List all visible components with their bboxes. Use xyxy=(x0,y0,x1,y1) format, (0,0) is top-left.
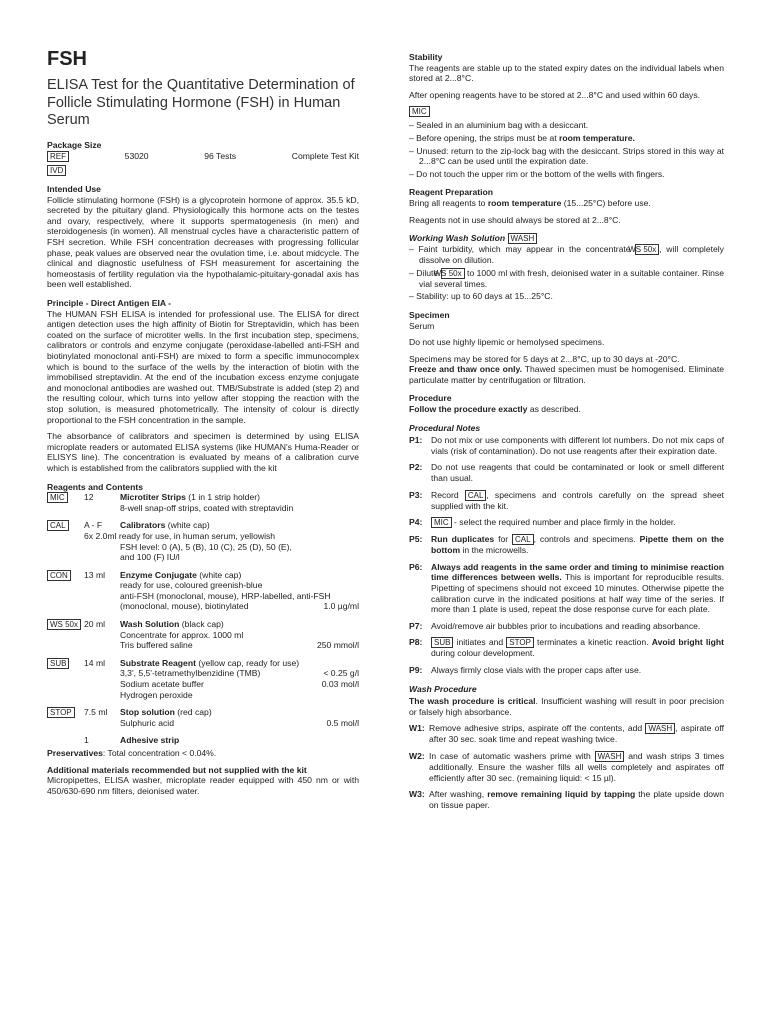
note-text: Always firmly close vials with the proper caps after use. xyxy=(431,664,642,675)
reagent-name: Wash Solution xyxy=(120,619,180,630)
left-column xyxy=(47,48,359,802)
text-bold: Follow the procedure exactly xyxy=(409,404,528,415)
ws-symbol: WS 50x xyxy=(47,619,81,630)
text-run: terminates a kinetic reaction. xyxy=(533,637,652,648)
note-key: P1: xyxy=(409,435,423,446)
note-p3 xyxy=(409,490,724,512)
reagent-sub xyxy=(47,658,359,700)
list-item xyxy=(409,268,724,290)
procedure-heading: Procedure xyxy=(409,393,452,404)
principle-text-1: The HUMAN FSH ELISA is intended for professional use. The ELISA for direct antigen detection uses the high affinity of Biotin for Streptavidin, which has been coated on the surface of microtiter wells. In the first incubation step, specimens, calibrators or controls and enzyme conjugate (peroxidase-labelled anti-FSH and biotinylated monoclonal anti-FSH) are mixed to form a specific immunocomplex which is bound to the surface of the wells by the interaction of biotin with the immobilised streptavidin. At the end of the incubation excess enzyme conjugate and monoclonal antibodies are washed out. TMB/Substrate is added (step 2) and the resulting colour, which turns into yellow after stopping the reaction with the stop solution, is measured photometrically. The intensity of colour is directly proportional to the FSH concentration in the sample. xyxy=(47,308,359,425)
stability-heading: Stability xyxy=(409,52,443,62)
note-text: Avoid/remove air bubbles prior to incubations and reading absorbance. xyxy=(431,620,701,631)
note-text: Do not use reagents that could be contaminated or look or smell different than usual. xyxy=(431,462,724,484)
wash-symbol: WASH xyxy=(595,751,625,762)
wash-w2 xyxy=(409,751,724,783)
ref-number: 53020 xyxy=(124,151,149,162)
working-wash-list xyxy=(409,244,724,302)
principle-text-2: The absorbance of calibrators and specimen is determined by using ELISA microplate readers or automated ELISA systems (like HUMAN's Huma-Reader or ELISYS line). The concentration is evaluated by means of a calibration curve which is established from the calibrators supplied with the kit xyxy=(47,431,359,473)
reagent-prep-text-2: Reagents not in use should always be stored at 2...8°C. xyxy=(409,214,621,225)
note-p8 xyxy=(409,637,724,659)
note-p1 xyxy=(409,435,724,456)
text-run: , aspirate off after 30 sec. soak time and repeat washing twice. xyxy=(429,723,724,745)
text-bold: room temperature xyxy=(487,197,562,208)
intended-use-heading: Intended Use xyxy=(47,184,101,195)
reagent-prep-heading: Reagent Preparation xyxy=(409,187,494,198)
ref-symbol: REF xyxy=(47,151,69,162)
reagent-name: Stop solution xyxy=(120,707,175,718)
reagent-strip xyxy=(47,735,359,746)
page-title: FSH xyxy=(47,48,87,70)
text-run: as described. xyxy=(527,404,581,415)
additional-heading: Additional materials recommended but not supplied with the kit xyxy=(47,764,307,775)
reagent-detail: Sodium acetate buffer xyxy=(120,679,204,690)
procedure-text xyxy=(409,404,724,415)
package-row xyxy=(47,151,359,162)
reagent-note: (1 in 1 strip holder) xyxy=(188,492,260,503)
reagent-qty: 1 xyxy=(84,735,89,746)
wash-procedure-heading: Wash Procedure xyxy=(409,683,477,694)
text-run: (15...25°C) before use. xyxy=(561,197,651,208)
stability-list xyxy=(409,120,724,179)
sub-symbol: SUB xyxy=(47,658,69,669)
mic-symbol: MIC xyxy=(431,517,452,528)
cal-symbol: CAL xyxy=(465,490,487,501)
text-run: , will completely dissolve on dilution. xyxy=(419,244,724,266)
reagent-detail: 8-well snap-off strips, coated with streptavidin xyxy=(120,502,294,513)
text-run: for xyxy=(494,534,513,545)
wash-key: W2: xyxy=(409,750,425,761)
list-item-text: – Before opening, the strips must be at xyxy=(409,132,560,143)
mic-symbol: MIC xyxy=(47,492,68,503)
text-run: , specimens and controls carefully on the spread sheet supplied with the kit. xyxy=(431,489,724,511)
right-column xyxy=(409,52,724,816)
reagent-detail: Concentrate for approx. 1000 ml xyxy=(120,629,244,640)
package-size-heading: Package Size xyxy=(47,139,102,150)
reagent-name: Adhesive strip xyxy=(120,735,180,746)
con-symbol: CON xyxy=(47,570,71,581)
reagent-qty: A - F xyxy=(84,520,103,531)
text-run: – Faint turbidity, which may appear in the concentrate xyxy=(409,244,636,255)
text-bold: Freeze and thaw once only. xyxy=(409,364,523,375)
reagent-detail: (monoclonal, mouse), biotinylated xyxy=(120,601,249,612)
reagent-cal xyxy=(47,520,359,562)
wash-key: W3: xyxy=(409,789,425,800)
stability-text-2: After opening reagents have to be stored at 2...8°C and used within 60 days. xyxy=(409,89,701,100)
note-p9 xyxy=(409,665,724,676)
specimen-text-1: Do not use highly lipemic or hemolysed specimens. xyxy=(409,337,605,348)
list-item: – Stability: up to 60 days at 15...25°C. xyxy=(409,291,553,302)
specimen-heading: Specimen xyxy=(409,309,450,320)
working-wash-heading: Working Wash Solution xyxy=(409,233,506,244)
reagent-con xyxy=(47,570,359,612)
reagent-value: 0.03 mol/l xyxy=(321,679,359,690)
list-item: – Unused: return to the zip-lock bag with the desiccant. Strips stored in this way at 2...8°C can be used until the expiration date. xyxy=(409,145,724,167)
reagent-ws xyxy=(47,619,359,651)
list-item-bold: room temperature. xyxy=(559,132,635,143)
note-p7 xyxy=(409,621,724,632)
text-run: – Dilute xyxy=(409,267,441,278)
reagent-note: (red cap) xyxy=(177,707,212,718)
text-run: the plate upside down on tissue paper. xyxy=(429,789,724,810)
reagent-name: Microtiter Strips xyxy=(120,492,186,503)
ws-symbol: WS 50x xyxy=(635,244,659,255)
stop-symbol: STOP xyxy=(47,707,75,718)
text-run: to 1000 ml with fresh, deionised water in a suitable container. Rinse vial several times. xyxy=(419,267,724,289)
reagent-value: 0.5 mol/l xyxy=(326,717,359,728)
reagent-stop xyxy=(47,707,359,728)
reagent-detail: FSH level: 0 (A), 5 (B), 10 (C), 25 (D), 50 (E), xyxy=(120,541,292,552)
note-key: P9: xyxy=(409,664,423,675)
text-bold: remove remaining liquid by tapping xyxy=(487,789,636,800)
reagent-detail: Hydrogen peroxide xyxy=(120,689,193,700)
mic-symbol: MIC xyxy=(409,106,430,117)
specimen-text-2: Specimens may be stored for 5 days at 2...8°C, up to 30 days at -20°C. xyxy=(409,353,680,364)
text-run: Remove adhesive strips, aspirate off the contents, add xyxy=(429,723,646,734)
reagent-qty: 12 xyxy=(84,492,94,503)
note-p4 xyxy=(409,517,724,528)
reagent-detail: ready for use, coloured greenish-blue xyxy=(120,580,263,591)
preservatives-text: : Total concentration < 0.04%. xyxy=(102,748,217,758)
tests-count: 96 Tests xyxy=(204,151,237,162)
specimen-text-3 xyxy=(409,364,724,385)
ws-symbol: WS 50x xyxy=(441,268,465,279)
text-run: in the microwells. xyxy=(460,545,529,556)
specimen-type: Serum xyxy=(409,320,435,331)
page-subtitle: ELISA Test for the Quantitative Determination of Follicle Stimulating Hormone (FSH) in Human Serum xyxy=(47,77,355,128)
reagent-name: Enzyme Conjugate xyxy=(120,569,197,580)
list-item: – Do not touch the upper rim or the bottom of the wells with fingers. xyxy=(409,168,665,179)
text-bold: The wash procedure is critical xyxy=(409,696,536,707)
note-key: P6: xyxy=(409,561,423,572)
text-bold: Avoid bright light xyxy=(651,637,724,648)
reagent-value: 1.0 µg/ml xyxy=(323,601,359,612)
reagent-value: 250 mmol/l xyxy=(316,640,359,651)
reagent-detail: 6x 2.0ml ready for use, in human serum, yellowish xyxy=(84,530,276,541)
note-key: P7: xyxy=(409,620,423,631)
reagents-heading: Reagents and Contents xyxy=(47,481,143,492)
text-run: - select the required number and place firmly in the holder. xyxy=(451,517,676,528)
reagent-note: (black cap) xyxy=(181,619,224,630)
text-run: Record xyxy=(431,489,465,500)
note-p6 xyxy=(409,562,724,615)
principle-heading: Principle - Direct Antigen EIA - xyxy=(47,298,171,309)
text-run: and wash strips 3 times additionally. Ensure the washer fills all wells completely and aspirates off efficiently after 30 sec. (remaining liquid: < 15 µl). xyxy=(429,750,724,783)
reagent-prep-text-1 xyxy=(409,198,724,209)
reagent-mic xyxy=(47,492,359,513)
wash-w1 xyxy=(409,723,724,745)
reagent-detail: Sulphuric acid xyxy=(120,717,174,728)
note-key: P8: xyxy=(409,637,423,648)
reagent-name: Substrate Reagent xyxy=(120,657,196,668)
reagent-qty: 7.5 ml xyxy=(84,707,108,718)
note-text: Do not mix or use components with different lot numbers. Do not mix caps of vials (risk of contamination). Do not use reagents after their expiration date. xyxy=(431,435,724,456)
text-run: After washing, xyxy=(429,789,488,800)
text-run: . Insufficient washing will result in poor precision or falsely high absorbance. xyxy=(409,696,724,717)
reagent-note: (white cap) xyxy=(199,569,242,580)
reagent-detail: Tris buffered saline xyxy=(120,640,193,651)
text-run: This is important for reproducible results. Pipetting of specimens should not exceed 10 minutes. Otherwise pipette the calibration curve in the indicated positions at half way time of the series. If more than 1 plate is used, repeat the dose response curve for each plate. xyxy=(431,572,724,615)
text-bold: Pipette them on the bottom xyxy=(431,534,724,556)
note-key: P5: xyxy=(409,534,423,545)
preservatives-label: Preservatives xyxy=(47,748,103,758)
wash-symbol: WASH xyxy=(508,233,538,244)
reagent-note: (white cap) xyxy=(167,520,210,531)
note-p5 xyxy=(409,534,724,556)
reagent-qty: 14 ml xyxy=(84,657,106,668)
wash-procedure-text xyxy=(409,696,724,717)
list-item: – Sealed in an aluminium bag with a desiccant. xyxy=(409,120,589,131)
list-item xyxy=(409,133,724,144)
text-run: In case of automatic washers prime with xyxy=(429,750,595,761)
note-key: P2: xyxy=(409,462,423,473)
cal-symbol: CAL xyxy=(512,534,534,545)
text-run: initiates and xyxy=(453,637,507,648)
note-p2 xyxy=(409,462,724,483)
reagent-note: (yellow cap, ready for use) xyxy=(198,657,300,668)
text-run: , controls and specimens. xyxy=(533,534,640,545)
procedural-notes-heading: Procedural Notes xyxy=(409,422,481,433)
reagent-detail: anti-FSH (monoclonal, mouse), HRP-labelled, anti-FSH xyxy=(120,590,331,601)
reagent-detail: and 100 (F) IU/l xyxy=(120,552,180,563)
stop-symbol: STOP xyxy=(506,637,534,648)
reagent-qty: 13 ml xyxy=(84,569,106,580)
sub-symbol: SUB xyxy=(431,637,453,648)
text-run: Bring all reagents to xyxy=(409,197,488,208)
reagent-name: Calibrators xyxy=(120,520,166,531)
stability-text-1: The reagents are stable up to the stated expiry dates on the individual labels when stored at 2...8°C. xyxy=(409,62,724,84)
text-run: during colour development. xyxy=(431,648,535,659)
text-bold: Run duplicates xyxy=(431,534,495,545)
note-key: P4: xyxy=(409,517,423,528)
intended-use-text: Follicle stimulating hormone (FSH) is a glycoprotein hormone of approx. 35.5 kD, secreted by the pituitary gland. Physiologically this hormone acts on the testes and ovary, respectively, where it supports spermatogenesis (in men) and steroidogenesis (in women). All menstrual cycles have a characteristic pattern of FSH secretion. While FSH concentration decreases with progressing follicular phase, peak values are observed near the ovulation time, i.e. about midcycle. The clinical and diagnostic usefulness of FSH measurement for ascertaining the homeostasis of fertility regulation via the hypothalamic-pituitary-gonadal axis has been well established. xyxy=(47,194,359,290)
reagent-detail: 3,3', 5,5'-tetramethylbenzidine (TMB) xyxy=(120,668,261,679)
additional-text: Micropipettes, ELISA washer, microplate reader equipped with 450 nm or with 450/630-690 nm filters, deionised water. xyxy=(47,775,359,796)
list-item xyxy=(409,244,724,266)
wash-w3 xyxy=(409,789,724,810)
reagent-value: < 0.25 g/l xyxy=(323,668,359,679)
wash-symbol: WASH xyxy=(645,723,675,734)
ivd-symbol: IVD xyxy=(47,165,66,176)
text-bold: Always add reagents in the same order and timing to minimise reaction time differences between wells. xyxy=(431,561,724,583)
reagent-qty: 20 ml xyxy=(84,619,106,630)
working-wash-heading-row xyxy=(409,233,724,244)
cal-symbol: CAL xyxy=(47,520,69,531)
text-run: Thawed specimen must be homogenised. Eliminate particulate matter by centrifugation or filtration. xyxy=(409,364,724,385)
preservatives xyxy=(47,748,359,759)
wash-key: W1: xyxy=(409,723,425,734)
note-key: P3: xyxy=(409,489,423,500)
kit-type: Complete Test Kit xyxy=(291,151,359,162)
